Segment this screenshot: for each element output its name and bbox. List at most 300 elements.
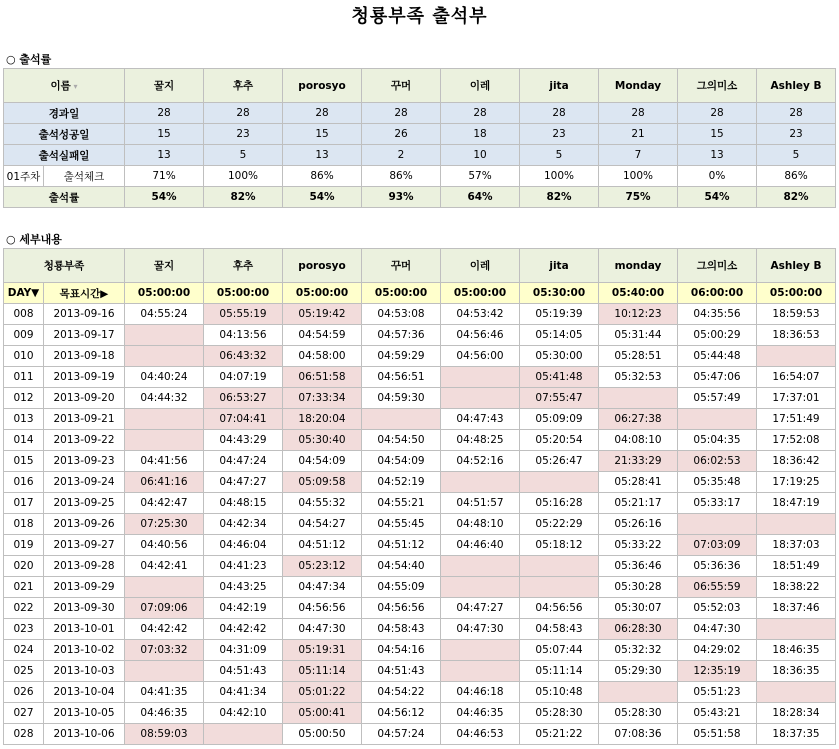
check-in-time-cell: 05:00:50	[283, 724, 362, 745]
summary-value-cell: 15	[678, 124, 757, 145]
check-in-time-cell: 04:47:34	[283, 577, 362, 598]
check-in-time-cell: 05:28:30	[599, 703, 678, 724]
check-in-time-cell: 05:28:30	[520, 703, 599, 724]
date-cell: 2013-09-27	[44, 535, 125, 556]
member-name-header[interactable]: 꿀지	[125, 69, 204, 103]
check-in-time-cell: 04:43:29	[204, 430, 283, 451]
date-cell: 2013-10-05	[44, 703, 125, 724]
check-in-time-cell: 05:10:48	[520, 682, 599, 703]
missed-time-cell: 12:35:19	[678, 661, 757, 682]
missed-time-cell: 06:27:38	[599, 409, 678, 430]
check-in-time-cell: 04:55:09	[362, 577, 441, 598]
missed-time-cell: 05:01:22	[283, 682, 362, 703]
missed-time-cell	[599, 388, 678, 409]
summary-value-cell: 5	[757, 145, 836, 166]
missed-time-cell: 06:02:53	[678, 451, 757, 472]
table-row	[4, 535, 836, 556]
member-name-header[interactable]: Monday	[599, 69, 678, 103]
missed-time-cell: 05:30:40	[283, 430, 362, 451]
member-name-header: 꿀지	[125, 249, 204, 283]
missed-time-cell: 07:09:06	[125, 598, 204, 619]
attendance-rate-cell: 75%	[599, 187, 678, 208]
missed-time-cell	[441, 661, 520, 682]
date-cell: 2013-09-25	[44, 493, 125, 514]
missed-time-cell	[757, 619, 836, 640]
table-row	[4, 724, 836, 745]
date-cell: 2013-09-29	[44, 577, 125, 598]
day-number-cell: 010	[4, 346, 44, 367]
summary-row	[4, 145, 836, 166]
date-cell: 2013-09-19	[44, 367, 125, 388]
missed-time-cell	[441, 367, 520, 388]
check-in-time-cell: 04:51:57	[441, 493, 520, 514]
check-in-time-cell: 04:54:22	[362, 682, 441, 703]
target-time-cell: 05:00:00	[125, 283, 204, 304]
check-in-time-cell: 04:46:53	[441, 724, 520, 745]
missed-time-cell	[441, 640, 520, 661]
name-header-label: 이름	[50, 80, 71, 92]
attendance-detail-table	[3, 248, 836, 745]
target-time-cell: 05:00:00	[441, 283, 520, 304]
check-in-time-cell: 04:58:43	[520, 619, 599, 640]
attendance-rate-cell: 54%	[678, 187, 757, 208]
date-cell: 2013-09-18	[44, 346, 125, 367]
missed-time-cell: 21:33:29	[599, 451, 678, 472]
check-in-time-cell: 04:42:10	[204, 703, 283, 724]
missed-time-cell: 05:19:42	[283, 304, 362, 325]
attendance-rate-row	[4, 187, 836, 208]
missed-time-cell: 06:51:58	[283, 367, 362, 388]
check-in-time-cell: 05:43:21	[678, 703, 757, 724]
check-in-time-cell: 04:31:09	[204, 640, 283, 661]
check-in-time-cell: 04:56:46	[441, 325, 520, 346]
check-in-time-cell: 04:29:02	[678, 640, 757, 661]
check-in-time-cell: 05:30:07	[599, 598, 678, 619]
check-in-time-cell: 05:26:47	[520, 451, 599, 472]
check-in-time-cell: 04:41:35	[125, 682, 204, 703]
attendance-summary-table	[3, 68, 836, 208]
check-in-time-cell: 04:42:42	[204, 619, 283, 640]
missed-time-cell	[204, 724, 283, 745]
check-in-time-cell: 16:54:07	[757, 367, 836, 388]
check-in-time-cell: 04:54:50	[362, 430, 441, 451]
check-in-time-cell: 05:22:29	[520, 514, 599, 535]
table-row	[4, 640, 836, 661]
member-name-header[interactable]: 꾸머	[362, 69, 441, 103]
missed-time-cell: 05:11:14	[283, 661, 362, 682]
weekly-check-cell: 57%	[441, 166, 520, 187]
date-cell: 2013-09-20	[44, 388, 125, 409]
detail-heading: ○ 세부내용	[6, 233, 62, 246]
check-in-time-cell: 18:36:53	[757, 325, 836, 346]
check-in-time-cell: 18:36:35	[757, 661, 836, 682]
missed-time-cell: 07:03:32	[125, 640, 204, 661]
missed-time-cell: 08:59:03	[125, 724, 204, 745]
check-in-time-cell: 04:54:09	[283, 451, 362, 472]
date-cell: 2013-09-17	[44, 325, 125, 346]
summary-value-cell: 13	[283, 145, 362, 166]
target-time-cell: 05:00:00	[757, 283, 836, 304]
date-cell: 2013-09-26	[44, 514, 125, 535]
check-in-time-cell: 17:19:25	[757, 472, 836, 493]
missed-time-cell	[757, 514, 836, 535]
check-in-time-cell: 04:54:59	[283, 325, 362, 346]
missed-time-cell: 07:33:34	[283, 388, 362, 409]
check-in-time-cell: 04:54:40	[362, 556, 441, 577]
weekly-check-cell: 100%	[599, 166, 678, 187]
date-cell: 2013-10-03	[44, 661, 125, 682]
week-label: 01주차	[4, 166, 44, 187]
day-number-cell: 013	[4, 409, 44, 430]
check-in-time-cell: 04:51:12	[362, 535, 441, 556]
check-in-time-cell: 04:56:00	[441, 346, 520, 367]
check-in-time-cell: 04:54:16	[362, 640, 441, 661]
check-in-time-cell: 04:55:32	[283, 493, 362, 514]
check-in-time-cell: 05:47:06	[678, 367, 757, 388]
target-time-row	[4, 283, 836, 304]
day-number-cell: 012	[4, 388, 44, 409]
missed-time-cell	[441, 388, 520, 409]
summary-value-cell: 10	[441, 145, 520, 166]
weekly-check-row	[4, 166, 836, 187]
check-in-time-cell: 04:43:25	[204, 577, 283, 598]
check-in-time-cell: 05:30:00	[520, 346, 599, 367]
member-name-header[interactable]: Ashley B	[757, 69, 836, 103]
check-in-time-cell: 04:58:43	[362, 619, 441, 640]
check-in-time-cell: 04:42:34	[204, 514, 283, 535]
summary-value-cell: 15	[125, 124, 204, 145]
check-in-time-cell: 05:36:46	[599, 556, 678, 577]
check-in-time-cell: 04:46:04	[204, 535, 283, 556]
target-time-cell: 05:40:00	[599, 283, 678, 304]
check-in-time-cell: 05:33:22	[599, 535, 678, 556]
table-row	[4, 556, 836, 577]
attendance-rate-cell: 64%	[441, 187, 520, 208]
check-in-time-cell: 04:41:34	[204, 682, 283, 703]
check-in-time-cell: 04:55:24	[125, 304, 204, 325]
sort-icon: ▾	[70, 82, 78, 91]
check-in-time-cell: 04:13:56	[204, 325, 283, 346]
summary-value-cell: 26	[362, 124, 441, 145]
summary-value-cell: 15	[283, 124, 362, 145]
check-in-time-cell: 04:48:15	[204, 493, 283, 514]
check-in-time-cell: 04:42:41	[125, 556, 204, 577]
day-number-cell: 024	[4, 640, 44, 661]
missed-time-cell: 05:00:41	[283, 703, 362, 724]
summary-value-cell: 28	[678, 103, 757, 124]
summary-row	[4, 124, 836, 145]
row-label: 경과일	[4, 103, 125, 124]
missed-time-cell	[441, 472, 520, 493]
member-name-header[interactable]: jita	[520, 69, 599, 103]
day-number-cell: 027	[4, 703, 44, 724]
check-in-time-cell: 05:32:53	[599, 367, 678, 388]
check-in-time-cell: 05:36:36	[678, 556, 757, 577]
summary-value-cell: 18	[441, 124, 520, 145]
row-label: 출석체크	[44, 166, 125, 187]
check-in-time-cell: 04:52:19	[362, 472, 441, 493]
check-in-time-cell: 05:21:22	[520, 724, 599, 745]
target-time-cell: 05:00:00	[204, 283, 283, 304]
check-in-time-cell: 18:51:49	[757, 556, 836, 577]
missed-time-cell	[678, 514, 757, 535]
table-row	[4, 703, 836, 724]
date-cell: 2013-10-04	[44, 682, 125, 703]
summary-value-cell: 5	[520, 145, 599, 166]
day-number-cell: 020	[4, 556, 44, 577]
attendance-rate-cell: 82%	[757, 187, 836, 208]
missed-time-cell: 10:12:23	[599, 304, 678, 325]
missed-time-cell	[520, 556, 599, 577]
date-cell: 2013-09-23	[44, 451, 125, 472]
table-row	[4, 493, 836, 514]
check-in-time-cell: 18:37:03	[757, 535, 836, 556]
check-in-time-cell: 04:35:56	[678, 304, 757, 325]
date-cell: 2013-09-16	[44, 304, 125, 325]
missed-time-cell: 06:28:30	[599, 619, 678, 640]
member-name-header: 이레	[441, 249, 520, 283]
date-cell: 2013-10-02	[44, 640, 125, 661]
table-row	[4, 514, 836, 535]
check-in-time-cell: 05:28:51	[599, 346, 678, 367]
page-title: 청룡부족 출석부	[351, 6, 488, 27]
table-row	[4, 409, 836, 430]
check-in-time-cell: 05:18:12	[520, 535, 599, 556]
check-in-time-cell: 04:47:24	[204, 451, 283, 472]
summary-value-cell: 7	[599, 145, 678, 166]
check-in-time-cell: 05:29:30	[599, 661, 678, 682]
missed-time-cell	[757, 346, 836, 367]
table-row	[4, 430, 836, 451]
check-in-time-cell: 04:56:12	[362, 703, 441, 724]
check-in-time-cell: 04:46:35	[441, 703, 520, 724]
summary-value-cell: 23	[757, 124, 836, 145]
check-in-time-cell: 05:51:58	[678, 724, 757, 745]
attendance-rate-cell: 54%	[283, 187, 362, 208]
day-number-cell: 018	[4, 514, 44, 535]
weekly-check-cell: 0%	[678, 166, 757, 187]
missed-time-cell: 06:53:27	[204, 388, 283, 409]
missed-time-cell	[520, 472, 599, 493]
missed-time-cell: 05:55:19	[204, 304, 283, 325]
weekly-check-cell: 100%	[204, 166, 283, 187]
check-in-time-cell: 04:57:24	[362, 724, 441, 745]
day-number-cell: 015	[4, 451, 44, 472]
check-in-time-cell: 05:52:03	[678, 598, 757, 619]
check-in-time-cell: 18:37:35	[757, 724, 836, 745]
table-row	[4, 325, 836, 346]
check-in-time-cell: 04:53:42	[441, 304, 520, 325]
summary-value-cell: 21	[599, 124, 678, 145]
check-in-time-cell: 04:59:29	[362, 346, 441, 367]
check-in-time-cell: 04:47:43	[441, 409, 520, 430]
summary-value-cell: 23	[520, 124, 599, 145]
day-number-cell: 025	[4, 661, 44, 682]
check-in-time-cell: 05:31:44	[599, 325, 678, 346]
name-header-cell[interactable]	[4, 69, 125, 103]
check-in-time-cell: 04:47:30	[678, 619, 757, 640]
table-row	[4, 598, 836, 619]
check-in-time-cell: 18:38:22	[757, 577, 836, 598]
check-in-time-cell: 04:41:56	[125, 451, 204, 472]
row-label: 출석성공일	[4, 124, 125, 145]
missed-time-cell: 06:41:16	[125, 472, 204, 493]
missed-time-cell	[125, 577, 204, 598]
row-label: 출석률	[4, 187, 125, 208]
day-number-cell: 019	[4, 535, 44, 556]
summary-value-cell: 28	[441, 103, 520, 124]
weekly-check-cell: 100%	[520, 166, 599, 187]
check-in-time-cell: 04:48:10	[441, 514, 520, 535]
check-in-time-cell: 04:54:27	[283, 514, 362, 535]
missed-time-cell	[441, 577, 520, 598]
check-in-time-cell: 04:46:18	[441, 682, 520, 703]
check-in-time-cell: 05:21:17	[599, 493, 678, 514]
table-row	[4, 346, 836, 367]
day-number-cell: 017	[4, 493, 44, 514]
check-in-time-cell: 04:47:30	[441, 619, 520, 640]
check-in-time-cell: 17:51:49	[757, 409, 836, 430]
summary-value-cell: 13	[678, 145, 757, 166]
attendance-rate-cell: 54%	[125, 187, 204, 208]
member-name-header[interactable]: 그의미소	[678, 69, 757, 103]
table-row	[4, 577, 836, 598]
summary-value-cell: 28	[362, 103, 441, 124]
check-in-time-cell: 04:59:30	[362, 388, 441, 409]
summary-value-cell: 5	[204, 145, 283, 166]
summary-value-cell: 2	[362, 145, 441, 166]
day-number-cell: 008	[4, 304, 44, 325]
check-in-time-cell: 05:30:28	[599, 577, 678, 598]
missed-time-cell: 05:23:12	[283, 556, 362, 577]
missed-time-cell	[599, 682, 678, 703]
table-row	[4, 388, 836, 409]
member-name-header: 그의미소	[678, 249, 757, 283]
missed-time-cell: 05:41:48	[520, 367, 599, 388]
check-in-time-cell: 04:42:47	[125, 493, 204, 514]
member-name-header[interactable]: porosyo	[283, 69, 362, 103]
check-in-time-cell: 05:26:16	[599, 514, 678, 535]
missed-time-cell: 06:55:59	[678, 577, 757, 598]
check-in-time-cell: 04:40:56	[125, 535, 204, 556]
missed-time-cell	[125, 661, 204, 682]
date-cell: 2013-10-01	[44, 619, 125, 640]
check-in-time-cell: 05:07:44	[520, 640, 599, 661]
missed-time-cell: 07:25:30	[125, 514, 204, 535]
check-in-time-cell: 18:46:35	[757, 640, 836, 661]
date-cell: 2013-10-06	[44, 724, 125, 745]
member-name-header: Ashley B	[757, 249, 836, 283]
attendance-rate-cell: 82%	[520, 187, 599, 208]
check-in-time-cell: 04:47:27	[441, 598, 520, 619]
date-cell: 2013-09-30	[44, 598, 125, 619]
missed-time-cell: 06:43:32	[204, 346, 283, 367]
weekly-check-cell: 71%	[125, 166, 204, 187]
weekly-check-cell: 86%	[757, 166, 836, 187]
missed-time-cell	[362, 409, 441, 430]
check-in-time-cell: 04:51:43	[204, 661, 283, 682]
check-in-time-cell: 04:46:35	[125, 703, 204, 724]
row-label: 출석실패일	[4, 145, 125, 166]
check-in-time-cell: 04:07:19	[204, 367, 283, 388]
check-in-time-cell: 04:57:36	[362, 325, 441, 346]
summary-value-cell: 28	[204, 103, 283, 124]
check-in-time-cell: 04:47:27	[204, 472, 283, 493]
summary-value-cell: 28	[520, 103, 599, 124]
summary-value-cell: 28	[757, 103, 836, 124]
check-in-time-cell: 05:35:48	[678, 472, 757, 493]
member-name-header: monday	[599, 249, 678, 283]
check-in-time-cell: 04:52:16	[441, 451, 520, 472]
check-in-time-cell: 05:57:49	[678, 388, 757, 409]
check-in-time-cell: 05:20:54	[520, 430, 599, 451]
check-in-time-cell: 04:58:00	[283, 346, 362, 367]
check-in-time-cell: 17:37:01	[757, 388, 836, 409]
check-in-time-cell: 04:54:09	[362, 451, 441, 472]
check-in-time-cell: 18:28:34	[757, 703, 836, 724]
check-in-time-cell: 04:51:43	[362, 661, 441, 682]
check-in-time-cell: 05:28:41	[599, 472, 678, 493]
member-name-header[interactable]: 후추	[204, 69, 283, 103]
member-name-header[interactable]: 이레	[441, 69, 520, 103]
check-in-time-cell: 17:52:08	[757, 430, 836, 451]
day-number-cell: 028	[4, 724, 44, 745]
check-in-time-cell: 04:08:10	[599, 430, 678, 451]
day-filter-dropdown[interactable]: DAY▼	[4, 283, 44, 304]
weekly-check-cell: 86%	[283, 166, 362, 187]
check-in-time-cell: 04:42:42	[125, 619, 204, 640]
summary-value-cell: 23	[204, 124, 283, 145]
check-in-time-cell: 04:42:19	[204, 598, 283, 619]
check-in-time-cell: 04:55:45	[362, 514, 441, 535]
check-in-time-cell: 18:36:42	[757, 451, 836, 472]
check-in-time-cell: 05:09:09	[520, 409, 599, 430]
missed-time-cell	[125, 325, 204, 346]
table-row	[4, 367, 836, 388]
day-number-cell: 021	[4, 577, 44, 598]
check-in-time-cell: 07:08:36	[599, 724, 678, 745]
check-in-time-cell: 18:59:53	[757, 304, 836, 325]
missed-time-cell: 07:55:47	[520, 388, 599, 409]
date-cell: 2013-09-24	[44, 472, 125, 493]
day-number-cell: 026	[4, 682, 44, 703]
check-in-time-cell: 05:33:17	[678, 493, 757, 514]
missed-time-cell	[757, 682, 836, 703]
missed-time-cell	[125, 430, 204, 451]
summary-value-cell: 28	[283, 103, 362, 124]
check-in-time-cell: 05:14:05	[520, 325, 599, 346]
check-in-time-cell: 04:56:56	[362, 598, 441, 619]
missed-time-cell	[441, 556, 520, 577]
check-in-time-cell: 04:56:51	[362, 367, 441, 388]
check-in-time-cell: 05:16:28	[520, 493, 599, 514]
check-in-time-cell: 18:47:19	[757, 493, 836, 514]
check-in-time-cell: 04:47:30	[283, 619, 362, 640]
day-number-cell: 022	[4, 598, 44, 619]
check-in-time-cell: 04:55:21	[362, 493, 441, 514]
date-cell: 2013-09-21	[44, 409, 125, 430]
target-time-cell: 05:00:00	[362, 283, 441, 304]
table-row	[4, 472, 836, 493]
target-time-cell: 05:30:00	[520, 283, 599, 304]
member-name-header: 후추	[204, 249, 283, 283]
check-in-time-cell: 04:53:08	[362, 304, 441, 325]
missed-time-cell: 05:19:31	[283, 640, 362, 661]
missed-time-cell	[125, 346, 204, 367]
check-in-time-cell: 05:44:48	[678, 346, 757, 367]
check-in-time-cell: 04:51:12	[283, 535, 362, 556]
check-in-time-cell: 04:56:56	[520, 598, 599, 619]
